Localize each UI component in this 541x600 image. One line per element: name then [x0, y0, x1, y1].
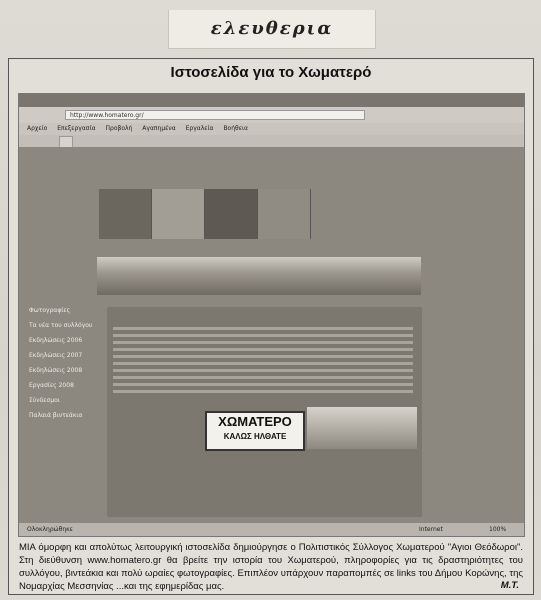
header-photos [99, 189, 311, 239]
sign-title: ΧΩΜΑΤΕΡΟ [218, 414, 292, 429]
author-signature: Μ.Τ. [500, 580, 519, 591]
browser-statusbar [19, 523, 524, 536]
sidebar-link: Εκδηλώσεις 2007 [29, 352, 83, 359]
address-bar [19, 107, 524, 123]
browser-titlebar [19, 94, 524, 107]
sign-subtitle: ΚΑΛΩΣ ΗΛΘΑΤΕ [223, 432, 287, 441]
website-page [19, 147, 524, 523]
masthead-title: ελευθερια [210, 18, 334, 39]
sidebar-link: Φωτογραφίες [29, 307, 71, 314]
sidebar-link: Παλαιά βιντεάκια [29, 412, 83, 419]
article-headline: Ιστοσελίδα για το Χωματερό [170, 64, 372, 81]
status-zone: Internet [419, 526, 443, 533]
sidebar-link: Εκδηλώσεις 2006 [29, 337, 83, 344]
article-frame [8, 58, 534, 595]
site-content [107, 307, 422, 517]
menu-item: Αγαπημένα [142, 125, 176, 132]
sidebar-link: Εκδηλώσεις 2008 [29, 367, 83, 374]
sidebar-link: Τα νέα του συλλόγου [29, 322, 93, 329]
menu-item: Βοήθεια [223, 125, 248, 132]
site-sidebar [29, 307, 99, 427]
website-screenshot [18, 93, 525, 537]
address-field: http://www.homatero.gr/ [65, 110, 365, 120]
body-text-lines [113, 327, 413, 397]
sidebar-link: Σύνδεσμοι [29, 397, 60, 404]
browser-tabbar [19, 135, 524, 147]
zoom-level: 100% [489, 526, 507, 533]
article-caption: ΜΙΑ όμορφη και απολύτως λειτουργική ιστοσελίδα δημιούργησε ο Πολιτιστικός Σύλλογος Χωματερού "Αγιοι Θεόδωροι". Στη διεύθυνση www.homatero.gr θα βρείτε την ιστορία του Χωματερού, πληροφορίες για τις δραστηριότητες του συλλόγου, βιντεάκια και πολύ ωραίες φωτογραφίες. Επιπλέον υπάρχουν παραπομπές σε links του Δήμου Κορώνης, της Νομαρχίας Μεσσηνίας ...και της εφημερίδας μας. [19, 542, 523, 592]
menu-item: Εργαλεία [185, 125, 214, 132]
menu-item: Αρχείο [27, 125, 48, 132]
sidebar-link: Εργασίες 2008 [29, 382, 74, 389]
landscape-photo [307, 407, 417, 449]
menu-item: Επεξεργασία [57, 125, 96, 132]
browser-menu [19, 123, 524, 135]
newspaper-masthead [168, 10, 376, 49]
status-text: Ολοκληρώθηκε [27, 526, 73, 533]
menu-item: Προβολή [105, 125, 133, 132]
village-sign [205, 411, 305, 451]
village-panorama [97, 257, 421, 295]
